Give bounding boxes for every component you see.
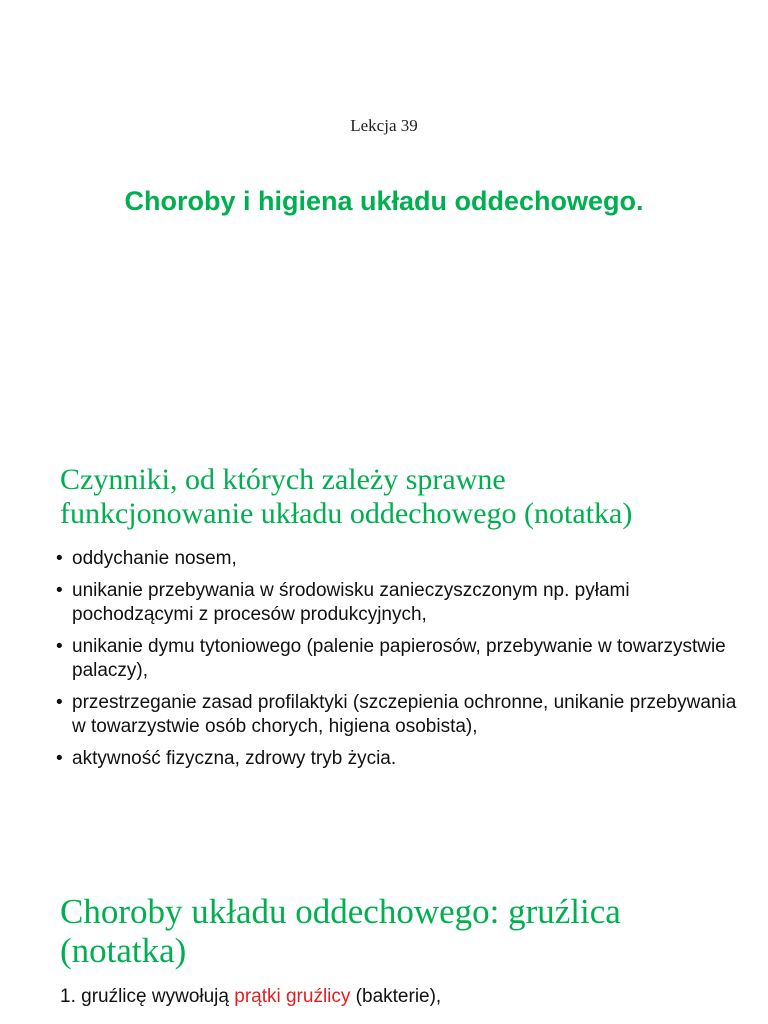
list-item (56, 579, 746, 627)
lesson-title: Choroby i higiena układu oddechowego. (124, 186, 644, 216)
list-item (56, 635, 746, 683)
bullet-icon: • (56, 636, 63, 657)
bullet-icon: • (56, 548, 63, 569)
section-heading-tuberculosis (60, 892, 750, 970)
list-item-text: przestrzeganie zasad profilaktyki (szczepienia ochronne, unikanie przebywania w towarzystwie osób chorych, higiena osobista), (72, 692, 737, 737)
list-item-text: unikanie dymu tytoniowego (palenie papierosów, przebywanie w towarzystwie palaczy), (72, 636, 726, 681)
list-item (56, 547, 746, 571)
list-item-text: unikanie przebywania w środowisku zanieczyszczonym np. pyłami pochodzącymi z procesów produkcyjnych, (72, 580, 630, 625)
section-heading-line: funkcjonowanie układu oddechowego (notatka) (60, 497, 633, 530)
highlighted-term: prątki gruźlicy (234, 986, 351, 1007)
bullet-icon: • (56, 580, 63, 601)
point-prefix: 1. gruźlicę wywołują (60, 986, 235, 1007)
point-suffix: (bakterie), (350, 986, 442, 1007)
factors-list (56, 547, 746, 779)
section-heading-line: (notatka) (60, 931, 187, 970)
section-heading-factors (60, 463, 750, 531)
lesson-label: Lekcja 39 (350, 116, 418, 135)
section-heading-line: Czynniki, od których zależy sprawne (60, 463, 506, 496)
list-item-text: oddychanie nosem, (72, 548, 237, 569)
list-item (56, 691, 746, 739)
list-item (56, 747, 746, 771)
bullet-icon: • (56, 748, 63, 769)
bullet-icon: • (56, 692, 63, 713)
numbered-point-1 (60, 985, 750, 1009)
section-heading-line: Choroby układu oddechowego: gruźlica (60, 892, 621, 931)
list-item-text: aktywność fizyczna, zdrowy tryb życia. (72, 748, 397, 769)
